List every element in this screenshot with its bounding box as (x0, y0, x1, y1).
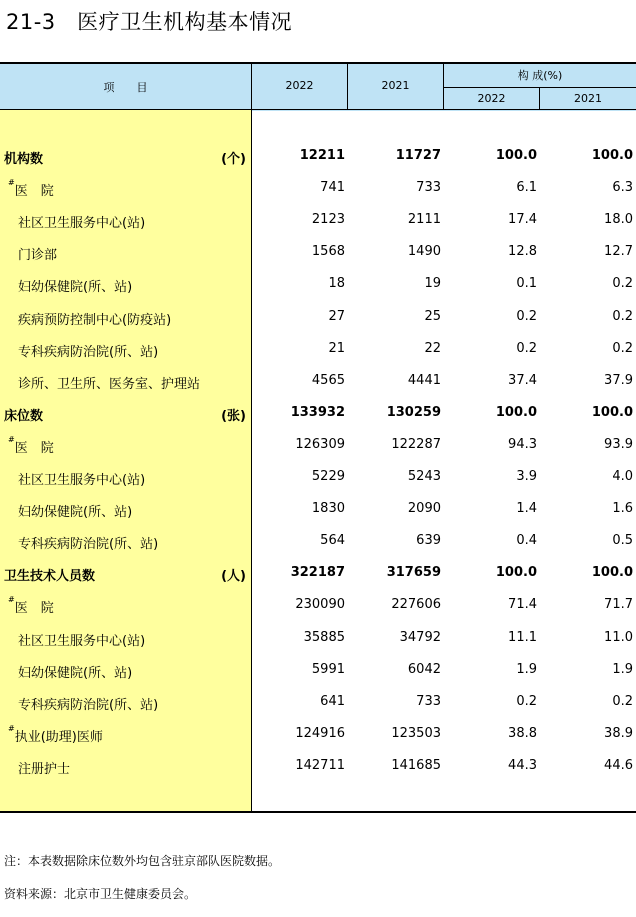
header-composition-2021: 2021 (574, 92, 602, 105)
percent-2021: 0.2 (612, 694, 633, 709)
row-label-text: 社区卫生服务中心(站) (18, 473, 146, 488)
percent-2021: 1.9 (612, 662, 633, 677)
percent-2021: 4.0 (612, 469, 633, 484)
footnote-mark: # (8, 595, 15, 604)
row-label-text: 诊所、卫生所、医务室、护理站 (18, 377, 201, 392)
row-label-text: 医 院 (14, 184, 54, 199)
row-label (18, 373, 200, 392)
row-label (18, 533, 158, 552)
row-label (18, 758, 70, 777)
footnote-mark: # (8, 435, 15, 444)
table-row (0, 559, 636, 591)
percent-2021: 18.0 (604, 212, 633, 227)
value-2022: 1568 (311, 244, 345, 259)
value-2022: 133932 (290, 405, 345, 420)
table-row (0, 270, 636, 302)
row-label-text: 门诊部 (18, 248, 58, 263)
value-2021: 22 (424, 341, 441, 356)
value-2021: 122287 (391, 437, 441, 452)
data-source: 资料来源：北京市卫生健康委员会。 (4, 887, 197, 901)
footnote-mark: # (8, 724, 15, 733)
value-2022: 5991 (311, 662, 345, 677)
value-2021: 141685 (391, 758, 441, 773)
value-2022: 2123 (311, 212, 345, 227)
percent-2022: 0.2 (516, 694, 537, 709)
header-divider (443, 87, 636, 88)
value-2021: 2090 (407, 501, 441, 516)
table-row (0, 174, 636, 206)
row-label-text: 医 院 (14, 441, 54, 456)
value-2022: 741 (320, 180, 345, 195)
value-2021: 317659 (386, 565, 441, 580)
row-label-text: 社区卫生服务中心(站) (18, 216, 146, 231)
row-label-text: 专科疾病防治院(所、站) (18, 345, 159, 360)
percent-2022: 0.2 (516, 341, 537, 356)
percent-2022: 17.4 (508, 212, 537, 227)
table-row (0, 463, 636, 495)
value-2021: 34792 (399, 630, 441, 645)
table-row (0, 656, 636, 688)
row-unit: (人) (221, 569, 246, 584)
percent-2021: 0.2 (612, 276, 633, 291)
percent-2022: 37.4 (508, 373, 537, 388)
percent-2021: 37.9 (604, 373, 633, 388)
value-2022: 124916 (295, 726, 345, 741)
row-label (18, 469, 145, 488)
row-label (18, 212, 145, 231)
row-label (4, 148, 43, 167)
percent-2022: 100.0 (495, 148, 537, 163)
header-divider (347, 64, 348, 109)
value-2022: 27 (328, 309, 345, 324)
table-note: 注：本表数据除床位数外均包含驻京部队医院数据。 (4, 854, 281, 868)
percent-2022: 12.8 (508, 244, 537, 259)
row-label (8, 726, 103, 745)
row-label-text: 卫生技术人员数 (4, 569, 96, 584)
percent-2021: 1.6 (612, 501, 633, 516)
percent-2021: 0.5 (612, 533, 633, 548)
percent-2021: 44.6 (604, 758, 633, 773)
row-label (8, 437, 54, 456)
value-2021: 19 (424, 276, 441, 291)
row-label-text: 妇幼保健院(所、站) (18, 666, 133, 681)
header-bottom-rule (0, 109, 636, 110)
percent-2022: 38.8 (508, 726, 537, 741)
value-2022: 5229 (311, 469, 345, 484)
data-table (0, 62, 636, 813)
table-row (0, 688, 636, 720)
row-label-text: 机构数 (4, 152, 44, 167)
row-label (18, 341, 158, 360)
table-row (0, 335, 636, 367)
value-2022: 230090 (295, 597, 345, 612)
value-2021: 1490 (407, 244, 441, 259)
row-label (4, 405, 43, 424)
page-title: 21-3 医疗卫生机构基本情况 (6, 10, 293, 34)
value-2022: 126309 (295, 437, 345, 452)
row-label (18, 244, 57, 263)
row-label-text: 注册护士 (18, 762, 71, 777)
value-2021: 123503 (391, 726, 441, 741)
value-2021: 639 (416, 533, 441, 548)
row-label-text: 妇幼保健院(所、站) (18, 280, 133, 295)
row-label-text: 疾病预防控制中心(防疫站) (18, 313, 172, 328)
value-2022: 1830 (311, 501, 345, 516)
percent-2021: 0.2 (612, 309, 633, 324)
row-label (8, 180, 54, 199)
row-label-text: 专科疾病防治院(所、站) (18, 698, 159, 713)
percent-2021: 6.3 (612, 180, 633, 195)
percent-2022: 71.4 (508, 597, 537, 612)
table-row (0, 142, 636, 174)
value-2021: 6042 (407, 662, 441, 677)
table-row (0, 495, 636, 527)
row-label (18, 501, 132, 520)
table-row (0, 399, 636, 431)
percent-2021: 71.7 (604, 597, 633, 612)
table-row (0, 591, 636, 623)
percent-2022: 6.1 (516, 180, 537, 195)
row-unit: (张) (221, 409, 246, 424)
value-2022: 21 (328, 341, 345, 356)
table-row (0, 624, 636, 656)
percent-2021: 100.0 (591, 565, 633, 580)
value-2021: 733 (416, 180, 441, 195)
percent-2022: 11.1 (508, 630, 537, 645)
table-row (0, 238, 636, 270)
header-2021: 2021 (381, 79, 410, 92)
percent-2022: 0.1 (516, 276, 537, 291)
percent-2022: 0.2 (516, 309, 537, 324)
value-2022: 4565 (311, 373, 345, 388)
header-item: 项 目 (103, 81, 148, 94)
row-label-text: 医 院 (14, 601, 54, 616)
row-label (4, 565, 95, 584)
header-composition-2022: 2022 (477, 92, 506, 105)
table-row (0, 527, 636, 559)
row-label-text: 妇幼保健院(所、站) (18, 505, 133, 520)
percent-2021: 11.0 (604, 630, 633, 645)
percent-2022: 100.0 (495, 405, 537, 420)
percent-2021: 0.2 (612, 341, 633, 356)
row-label (18, 694, 158, 713)
row-label-text: 社区卫生服务中心(站) (18, 634, 146, 649)
footnote-mark: # (8, 178, 15, 187)
value-2022: 35885 (303, 630, 345, 645)
value-2021: 733 (416, 694, 441, 709)
percent-2022: 94.3 (508, 437, 537, 452)
value-2022: 564 (320, 533, 345, 548)
table-bottom-rule (0, 811, 636, 813)
value-2021: 5243 (407, 469, 441, 484)
percent-2022: 100.0 (495, 565, 537, 580)
row-label (18, 309, 171, 328)
value-2022: 18 (328, 276, 345, 291)
value-2022: 142711 (295, 758, 345, 773)
value-2022: 641 (320, 694, 345, 709)
row-label (8, 597, 54, 616)
table-row (0, 720, 636, 752)
value-2021: 4441 (407, 373, 441, 388)
value-2022: 12211 (299, 148, 345, 163)
percent-2022: 3.9 (516, 469, 537, 484)
percent-2021: 93.9 (604, 437, 633, 452)
table-row (0, 367, 636, 399)
value-2021: 25 (424, 309, 441, 324)
row-label-text: 执业(助理)医师 (14, 730, 103, 745)
row-label (18, 630, 145, 649)
table-row (0, 206, 636, 238)
value-2021: 130259 (386, 405, 441, 420)
table-row (0, 303, 636, 335)
percent-2022: 1.9 (516, 662, 537, 677)
value-2021: 2111 (407, 212, 441, 227)
header-2022: 2022 (285, 79, 314, 92)
row-label (18, 276, 132, 295)
row-label-text: 专科疾病防治院(所、站) (18, 537, 159, 552)
table-row (0, 431, 636, 463)
header-composition: 构 成(%) (517, 69, 563, 82)
table-row (0, 752, 636, 784)
value-2022: 322187 (290, 565, 345, 580)
row-unit: (个) (221, 152, 246, 167)
percent-2022: 0.4 (516, 533, 537, 548)
value-2021: 227606 (391, 597, 441, 612)
percent-2022: 44.3 (508, 758, 537, 773)
row-label (18, 662, 132, 681)
percent-2021: 38.9 (604, 726, 633, 741)
percent-2021: 100.0 (591, 148, 633, 163)
row-label-text: 床位数 (4, 409, 44, 424)
percent-2022: 1.4 (516, 501, 537, 516)
percent-2021: 100.0 (591, 405, 633, 420)
value-2021: 11727 (395, 148, 441, 163)
percent-2021: 12.7 (604, 244, 633, 259)
header-divider (539, 88, 540, 109)
